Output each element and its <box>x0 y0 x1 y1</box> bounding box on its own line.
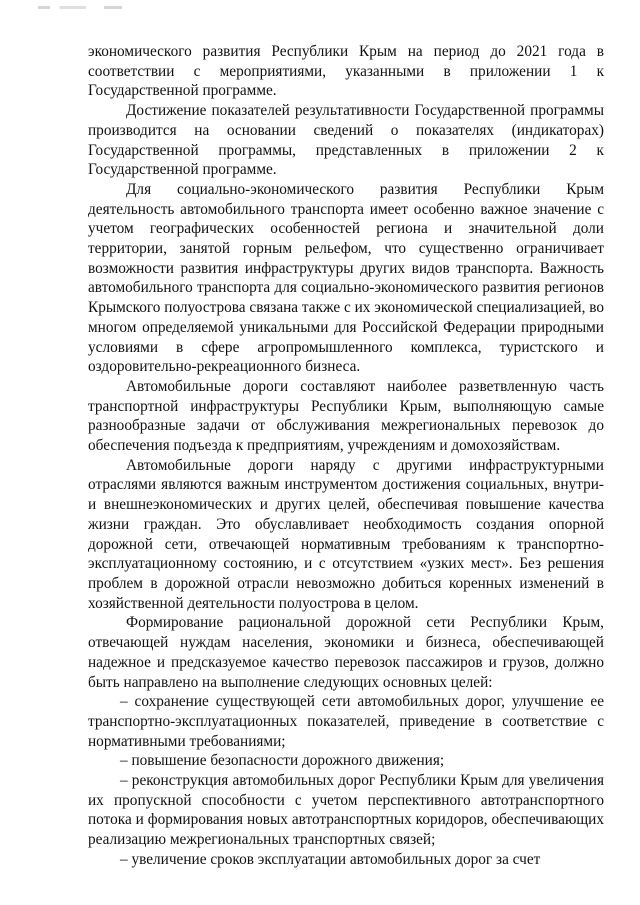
paragraph-continuation: экономического развития Республики Крым на период до 2021 года в соответствии с мероприятиями, указанными в приложении 1 к Государственной программе. <box>88 43 604 100</box>
paragraph-road-transport-importance: Для социально-экономического развития Республики Крым деятельность автомобильного транспорта имеет особенно важное значение с учетом географических особенностей региона и значительной доли территории, занятой горным рельефом, что существенно ограничивает возможности развития инфраструктуры других видов транспорта. Важность автомобильного транспорта для социально-экономического развития регионов Крымского полуострова связана также с их экономической специализацией, во многом определяемой уникальными для Российской Федерации природными условиями в сфере агропромышленного комплекса, туристского и оздоровительно-рекреационного бизнеса. <box>88 180 604 376</box>
document-body <box>88 42 604 870</box>
scan-artifact <box>38 6 158 9</box>
paragraph-network-formation: Формирование рациональной дорожной сети Республики Крым, отвечающей нуждам населения, экономики и бизнеса, обеспечивающей надежное и предсказуемое качество перевозок пассажиров и грузов, должно быть направлено на выполнение следующих основных целей: <box>88 614 604 691</box>
paragraph-road-goals-context: Автомобильные дороги наряду с другими инфраструктурными отраслями являются важным инструментом достижения социальных, внутри- и внешнеэкономических и других целей, обеспечивая повышение качества жизни граждан. Это обуславливает необходимость создания опорной дорожной сети, отвечающей нормативным требованиям к транспортно-эксплуатационному состоянию, и с отсутствием «узких мест». Без решения проблем в дорожной отрасли невозможно добиться коренных изменений в хозяйственной деятельности полуострова в целом. <box>88 456 604 612</box>
list-item: – реконструкция автомобильных дорог Республики Крым для увеличения их пропускной способности с учетом перспективного автотранспортного потока и формирования новых автотранспортных коридоров, обеспечивающих реализацию межрегиональных транспортных связей; <box>88 772 604 849</box>
list-item: – повышение безопасности дорожного движения; <box>120 752 445 770</box>
paragraph-road-infrastructure: Автомобильные дороги составляют наиболее разветвленную часть транспортной инфраструктуры Республики Крым, выполняющую самые разнообразные задачи от обслуживания межрегиональных перевозок до обеспечения подъезда к предприятиям, учреждениям и домохозяйствам. <box>88 377 604 455</box>
list-item: – увеличение сроков эксплуатации автомобильных дорог за счет <box>120 850 541 868</box>
paragraph-performance-indicators: Достижение показателей результативности Государственной программы производится на основании сведений о показателях (индикаторах) Государственной программы, представленных в приложении 2 к Государственной программе. <box>88 102 604 179</box>
list-item: – сохранение существующей сети автомобильных дорог, улучшение ее транспортно-эксплуатационных показателей, приведение в соответствие с нормативными требованиями; <box>88 693 604 750</box>
